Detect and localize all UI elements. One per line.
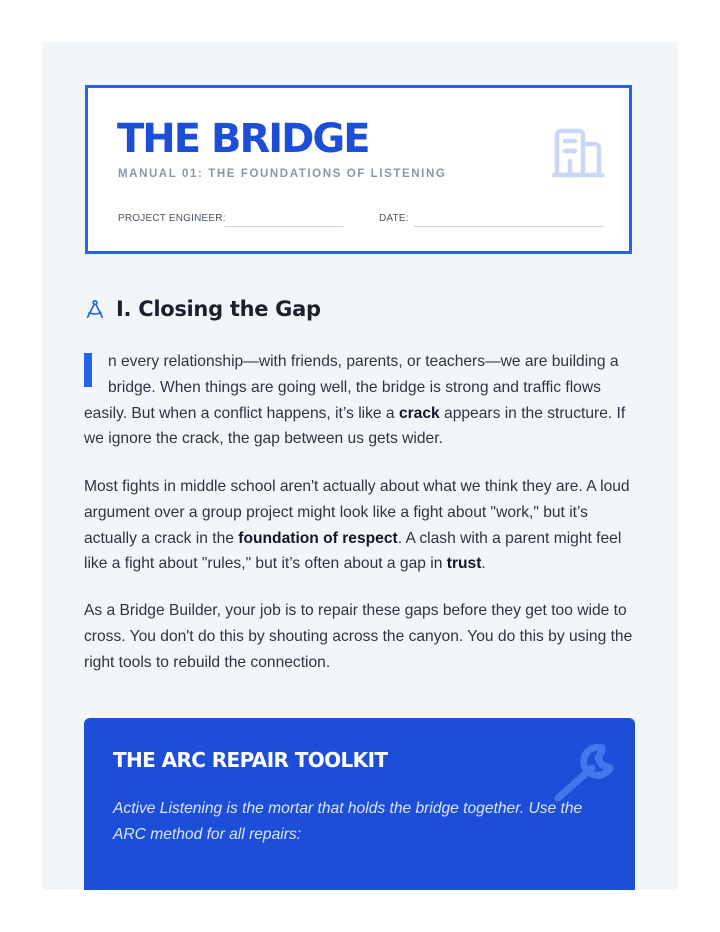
date-field[interactable] [414,226,604,227]
drop-cap-bar [84,353,92,387]
project-engineer-label: PROJECT ENGINEER: [118,213,226,224]
toolkit-callout [84,718,635,890]
section-title: I. Closing the Gap [116,297,321,321]
paragraph-3: As a Bridge Builder, your job is to repair these gaps before they get too wide to cross. You don't do this by shouting across the canyon. You do this by using the right tools to rebuild the connection. [84,602,633,671]
paragraph-1: n every relationship—with friends, parents, or teachers—we are building a bridge. When things are going well, the bridge is strong and traffic flows easily. But when a conflict happens, it’s like a crack appears in the structure. If we ignore the crack, the gap between us gets wider. [84,353,626,448]
toolkit-description: Active Listening is the mortar that holds the bridge together. Use the ARC method for all repairs: [113,800,583,843]
date-label: DATE: [379,213,409,224]
manual-page [42,42,678,890]
page-title: THE BRIDGE [117,116,369,162]
title-card [85,85,632,254]
project-engineer-field[interactable] [225,226,343,227]
paragraph-2: Most fights in middle school aren't actually about what we think they are. A loud argument over a group project might look like a fight about "work," but it’s actually a crack in the foundation of respect. A clash with a parent might feel like a fight about "rules," but it’s often about a gap in trust. [84,478,630,573]
building-icon [550,128,606,178]
section-heading [84,297,321,321]
page-subtitle: MANUAL 01: THE FOUNDATIONS OF LISTENING [118,168,447,180]
compass-icon [84,298,106,320]
toolkit-title: THE ARC REPAIR TOOLKIT [113,748,388,772]
